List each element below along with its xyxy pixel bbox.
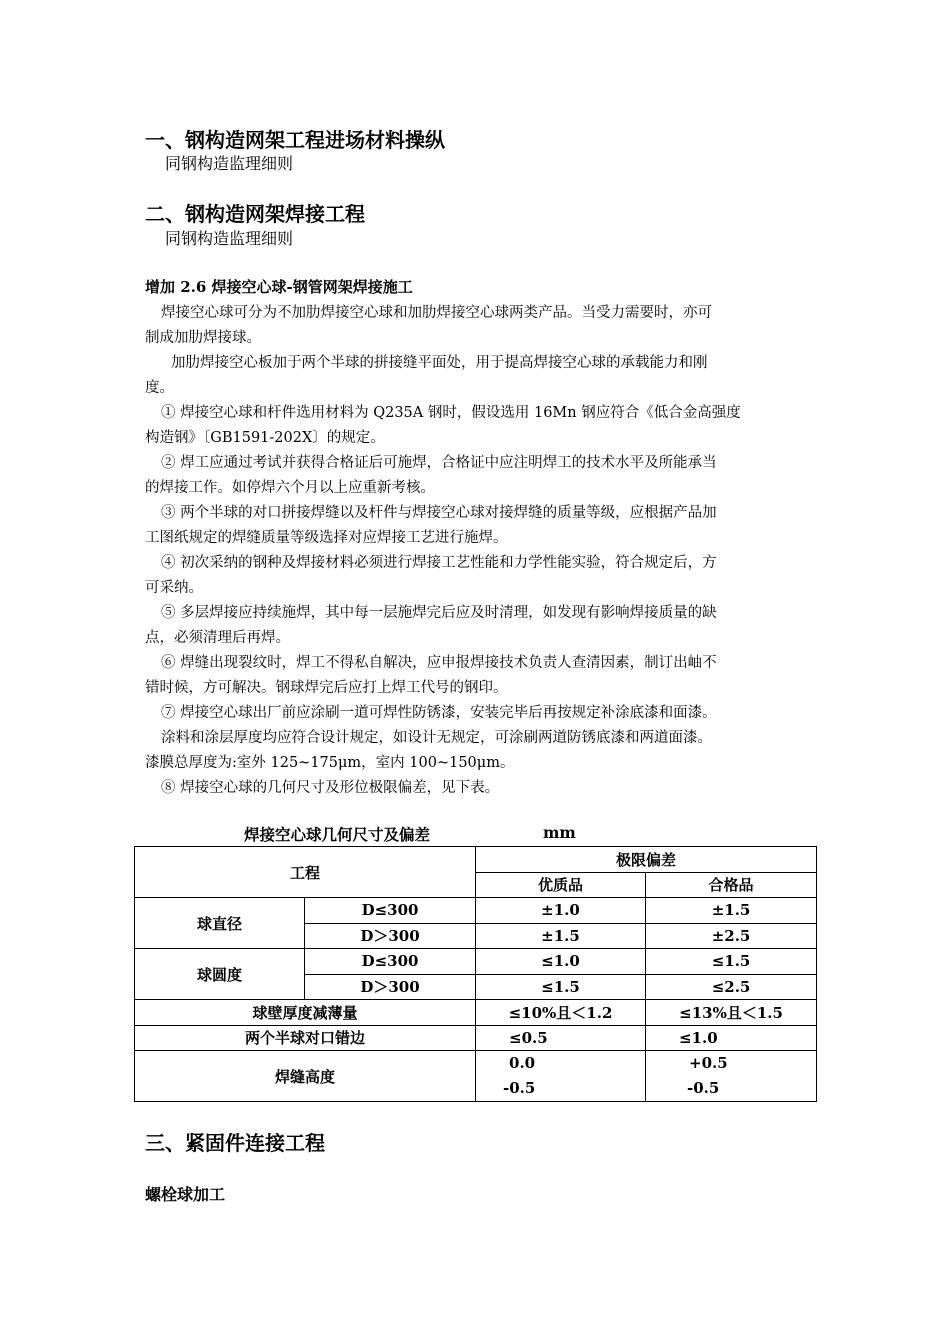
paragraph-line: ⑦ 焊接空心球出厂前应涂刷一道可焊性防锈漆，安装完毕后再按规定补涂底漆和面漆。 (161, 705, 717, 721)
condition-le300: D≤300 (305, 949, 476, 975)
weld-pass-upper: +0.5 (689, 1054, 728, 1072)
weld-good-lower: -0.5 (503, 1079, 536, 1097)
paragraph-line: 加肋焊接空心板加于两个半球的拼接缝平面处，用于提高焊接空心球的承载能力和刚 (171, 355, 708, 371)
table-cell: ±1.5 (646, 898, 817, 924)
header-project: 工程 (135, 847, 476, 898)
condition-gt300: D＞300 (305, 923, 476, 949)
table-cell: ≤1.5 (646, 949, 817, 975)
table-unit: mm (543, 823, 576, 842)
paragraph-line: 的焊接工作。如停焊六个月以上应重新考核。 (145, 480, 435, 496)
paragraph-line: ③ 两个半球的对口拼接焊缝以及杆件与焊接空心球对接焊缝的质量等级，应根据产品加 (161, 505, 717, 521)
paragraph-line: 制成加肋焊接球。 (145, 330, 261, 346)
header-good: 优质品 (476, 872, 646, 898)
section-3-title: 三、紧固件连接工程 (145, 1131, 325, 1155)
paragraph-line: 工图纸规定的焊缝质量等级选择对应焊接工艺进行施焊。 (145, 530, 508, 546)
paragraph-line: ⑤ 多层焊接应持续施焊，其中每一层施焊完后应及时清理，如发现有影响焊接质量的缺 (161, 605, 717, 621)
paragraph-line: ⑥ 焊缝出现裂纹时，焊工不得私自解决，应申报焊接技术负责人查清因素，制订出岫不 (161, 655, 717, 671)
table-cell: ≤2.5 (646, 974, 817, 1000)
condition-gt300: D＞300 (305, 974, 476, 1000)
paragraph-line: 度。 (145, 380, 174, 396)
table-cell: ≤0.5 (476, 1025, 646, 1051)
table-cell (646, 1051, 817, 1102)
header-pass: 合格品 (646, 872, 817, 898)
table-cell (476, 1051, 646, 1102)
table-cell: ≤1.0 (646, 1025, 817, 1051)
table-cell: ±1.0 (476, 898, 646, 924)
paragraph-line: ② 焊工应通过考试并获得合格证后可施焊，合格证中应注明焊工的技术水平及所能承当 (161, 455, 717, 471)
table-cell: ≤13%且＜1.5 (646, 1000, 817, 1026)
paragraph-line: 构造钢》〔GB1591-202X〕的规定。 (145, 430, 385, 446)
table-cell: ±1.5 (476, 923, 646, 949)
row-label-diameter: 球直径 (135, 898, 305, 949)
paragraph-line: 涂料和涂层厚度均应符合设计规定，如设计无规定，可涂刷两道防锈底漆和两道面漆。 (161, 730, 712, 746)
weld-good-upper: 0.0 (509, 1054, 536, 1072)
section-2-subtitle: 同钢构造监理细则 (165, 229, 294, 248)
paragraph-line: ⑧ 焊接空心球的几何尺寸及形位极限偏差，见下表。 (161, 780, 500, 796)
table-title: 焊接空心球几何尺寸及偏差 (244, 825, 431, 844)
paragraph-line: ① 焊接空心球和杆件选用材料为 Q235A 钢时，假设选用 16Mn 钢应符合《低合金高强度 (161, 405, 741, 421)
tolerance-table (134, 846, 817, 1102)
paragraph-line: 错时候，方可解决。钢球焊完后应打上焊工代号的钢印。 (145, 680, 508, 696)
weld-pass-lower: -0.5 (687, 1079, 720, 1097)
section-3-subtitle: 螺栓球加工 (145, 1185, 226, 1204)
table-cell: ≤1.5 (476, 974, 646, 1000)
table-cell: ≤1.0 (476, 949, 646, 975)
row-label-weld-height: 焊缝高度 (135, 1051, 476, 1102)
section-1-title: 一、钢构造网架工程进场材料操纵 (145, 128, 445, 152)
row-label-wall-thinning: 球壁厚度减薄量 (135, 1000, 476, 1026)
condition-le300: D≤300 (305, 898, 476, 924)
subsection-title: 增加 2.6 焊接空心球-钢管网架焊接施工 (145, 278, 413, 296)
row-label-misalignment: 两个半球对口错边 (135, 1025, 476, 1051)
header-tolerance: 极限偏差 (476, 847, 817, 873)
paragraph-line: 焊接空心球可分为不加肋焊接空心球和加肋焊接空心球两类产品。当受力需要时，亦可 (161, 305, 712, 321)
section-1-subtitle: 同钢构造监理细则 (165, 154, 294, 173)
section-2-title: 二、钢构造网架焊接工程 (145, 202, 365, 226)
table-cell: ±2.5 (646, 923, 817, 949)
row-label-roundness: 球圆度 (135, 949, 305, 1000)
table-cell: ≤10%且＜1.2 (476, 1000, 646, 1026)
paragraph-line: 漆膜总厚度为:室外 125~175μm，室内 100~150μm。 (145, 755, 515, 771)
paragraph-line: 点，必须清理后再焊。 (145, 630, 290, 646)
paragraph-line: ④ 初次采纳的钢种及焊接材料必须进行焊接工艺性能和力学性能实验，符合规定后，方 (161, 555, 717, 571)
paragraph-line: 可采纳。 (145, 580, 203, 596)
